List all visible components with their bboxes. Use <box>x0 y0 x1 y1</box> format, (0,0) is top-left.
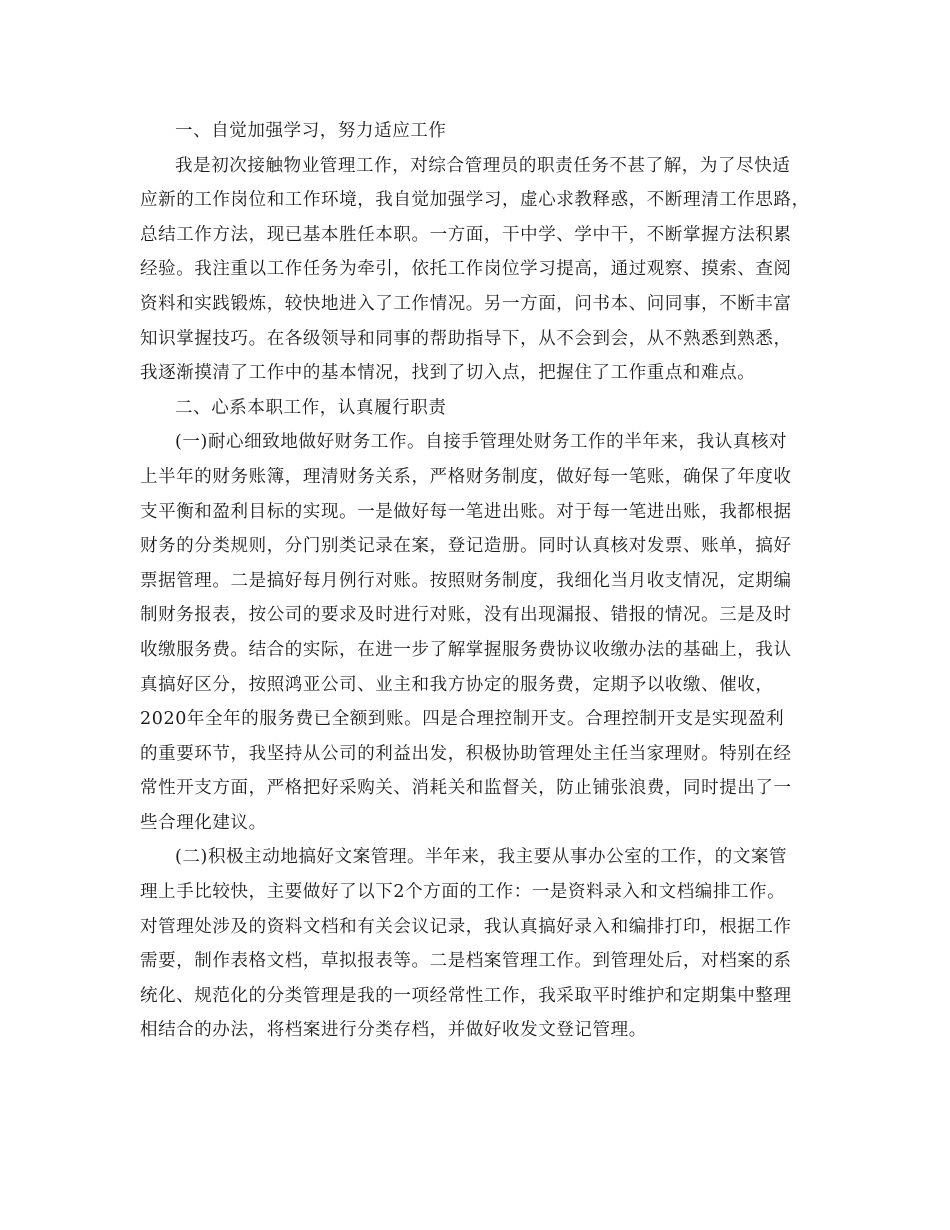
text-line: 真搞好区分，按照鸿亚公司、业主和我方协定的服务费，定期予以收缴、催收， <box>140 674 774 695</box>
text-line: (一)耐心细致地做好财务工作。自接手管理处财务工作的半年来，我认真核对 <box>175 432 788 453</box>
text-line: 些合理化建议。 <box>140 812 267 833</box>
text-line: 制财务报表，按公司的要求及时进行对账，没有出现漏报、错报的情况。三是及时 <box>140 605 792 626</box>
text-line: 的重要环节，我坚持从公司的利益出发，积极协助管理处主任当家理财。特别在经 <box>140 743 792 764</box>
text-line: 需要，制作表格文档，草拟报表等。二是档案管理工作。到管理处后，对档案的系 <box>140 951 792 972</box>
text-line: 上半年的财务账簿，理清财务关系，严格财务制度，做好每一笔账，确保了年度收 <box>140 466 792 487</box>
text-line: 统化、规范化的分类管理是我的一项经常性工作，我采取平时维护和定期集中整理 <box>140 985 792 1006</box>
text-line: 一、自觉加强学习，努力适应工作 <box>175 121 447 141</box>
text-line: 我逐渐摸清了工作中的基本情况，找到了切入点，把握住了工作重点和难点。 <box>140 363 756 384</box>
text-line: 应新的工作岗位和工作环境，我自觉加强学习，虚心求教释惑，不断理清工作思路， <box>140 190 810 211</box>
text-line: 财务的分类规则，分门别类记录在案，登记造册。同时认真核对发票、账单，搞好 <box>140 536 792 557</box>
text-line: 经验。我注重以工作任务为牵引，依托工作岗位学习提高，通过观察、摸索、查阅 <box>140 259 792 280</box>
text-line: 知识掌握技巧。在各级领导和同事的帮助指导下，从不会到会，从不熟悉到熟悉， <box>140 328 792 349</box>
text-line: 二、心系本职工作，认真履行职责 <box>175 397 447 418</box>
text-line: 我是初次接触物业管理工作，对综合管理员的职责任务不甚了解，为了尽快适 <box>175 155 791 176</box>
text-line: 票据管理。二是搞好每月例行对账。按照财务制度，我细化当月收支情况，定期编 <box>140 570 792 591</box>
text-line: (二)积极主动地搞好文案管理。半年来，我主要从事办公室的工作，的文案管 <box>175 847 788 868</box>
text-line: 常性开支方面，严格把好采购关、消耗关和监督关，防止铺张浪费，同时提出了一 <box>140 778 792 799</box>
text-line: 相结合的办法，将档案进行分类存档，并做好收发文登记管理。 <box>140 1020 647 1041</box>
text-line: 收缴服务费。结合的实际，在进一步了解掌握服务费协议收缴办法的基础上，我认 <box>140 639 792 660</box>
text-line: 支平衡和盈利目标的实现。一是做好每一笔进出账。对于每一笔进出账，我都根据 <box>140 501 792 522</box>
document-body <box>140 114 820 1048</box>
text-line: 总结工作方法，现已基本胜任本职。一方面，干中学、学中干，不断掌握方法积累 <box>140 224 792 245</box>
text-line: 2020年全年的服务费已全额到账。四是合理控制开支。合理控制开支是实现盈利 <box>140 709 785 730</box>
text-line: 理上手比较快，主要做好了以下2个方面的工作：一是资料录入和文档编排工作。 <box>140 882 786 903</box>
text-line: 对管理处涉及的资料文档和有关会议记录，我认真搞好录入和编排打印，根据工作 <box>140 916 792 937</box>
text-line: 资料和实践锻炼，较快地进入了工作情况。另一方面，问书本、问同事，不断丰富 <box>140 293 792 314</box>
